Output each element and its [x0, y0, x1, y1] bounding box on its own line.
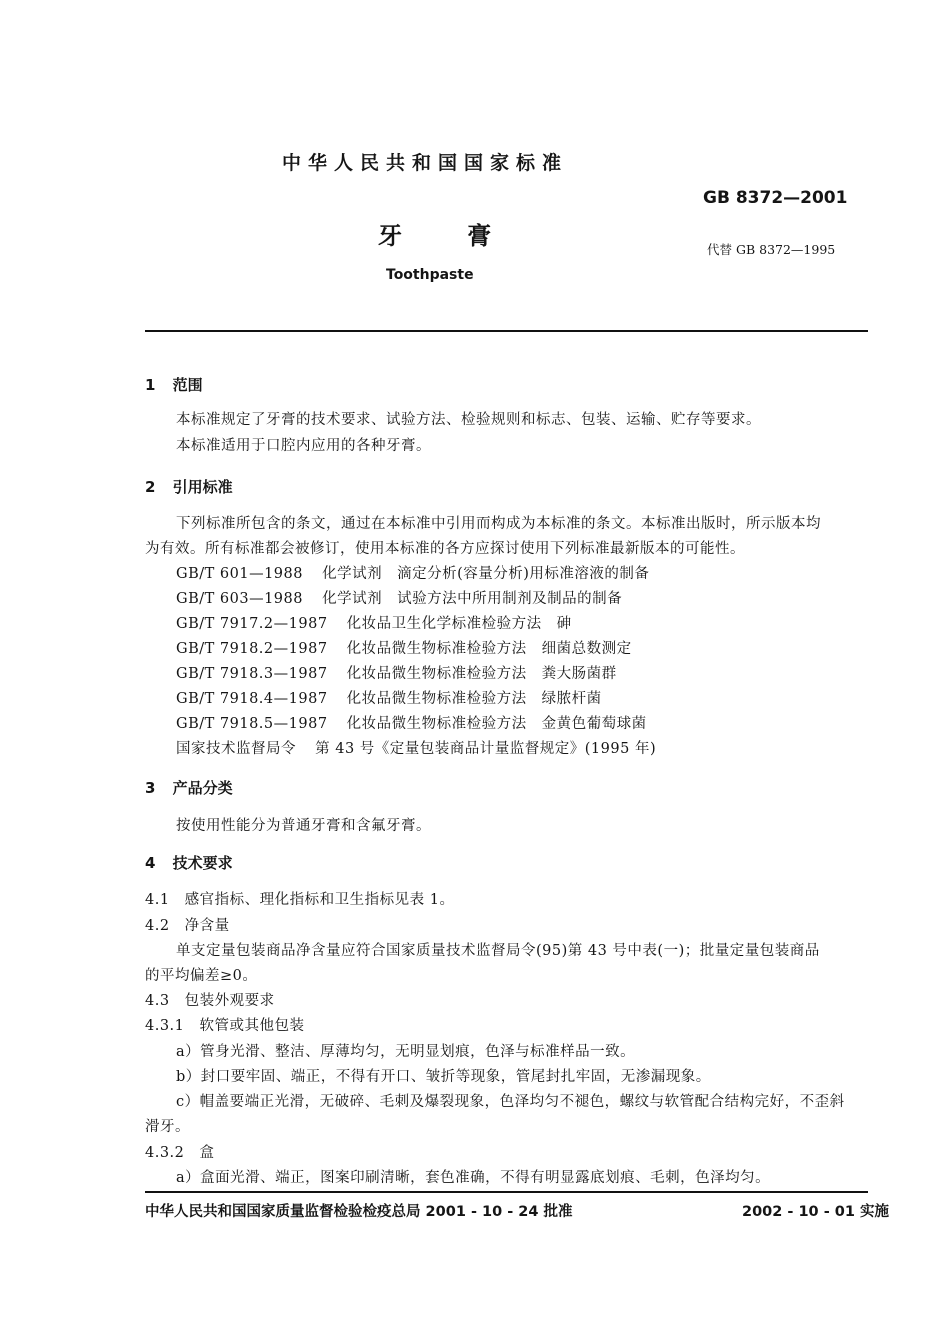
- reference-code: GB/T 7918.3—1987: [176, 666, 328, 682]
- footer-divider: [145, 1191, 868, 1193]
- reference-item: [176, 687, 602, 708]
- reference-item: [176, 637, 632, 658]
- reference-code: GB/T 7918.4—1987: [176, 691, 328, 707]
- section-number: 4: [145, 854, 156, 872]
- reference-item: [176, 662, 617, 683]
- reference-title: 化妆品微生物标准检验方法 细菌总数测定: [346, 641, 632, 657]
- list-item: a）盒面光滑、端正，图案印刷清晰，套色准确，不得有明显露底划痕、毛刺，色泽均匀。: [176, 1170, 771, 1186]
- clause-number: 4.3.1: [145, 1018, 185, 1034]
- clause-heading: 净含量: [184, 918, 230, 934]
- section-title: 产品分类: [172, 779, 233, 797]
- section-title: 引用标准: [172, 478, 233, 496]
- list-item: b）封口要牢固、端正，不得有开口、皱折等现象，管尾封扎牢固，无渗漏现象。: [176, 1069, 711, 1085]
- list-item: c）帽盖要端正光滑，无破碎、毛刺及爆裂现象，色泽均匀不褪色，螺纹与软管配合结构完好，不歪斜: [176, 1094, 845, 1110]
- section-number: 1: [145, 376, 156, 394]
- clause-4-2: [145, 914, 230, 935]
- clause-number: 4.1: [145, 892, 170, 908]
- clause-number: 4.3: [145, 993, 170, 1009]
- reference-title: 化妆品微生物标准检验方法 金黄色葡萄球菌: [346, 716, 647, 732]
- section-3-heading: [145, 777, 233, 798]
- section-number: 2: [145, 478, 156, 496]
- reference-title: 第 43 号《定量包装商品计量监督规定》(1995 年): [315, 741, 657, 757]
- clause-heading: 盒: [199, 1145, 215, 1161]
- reference-code: GB/T 7917.2—1987: [176, 616, 328, 632]
- replaces-standard: 代替 GB 8372—1995: [707, 242, 836, 257]
- header-divider: [145, 330, 868, 332]
- reference-code: GB/T 7918.2—1987: [176, 641, 328, 657]
- paragraph: 为有效。所有标准都会被修订，使用本标准的各方应探讨使用下列标准最新版本的可能性。: [145, 541, 745, 557]
- clause-number: 4.2: [145, 918, 170, 934]
- clause-4-1: [145, 888, 455, 909]
- clause-4-3: [145, 989, 275, 1010]
- clause-number: 4.3.2: [145, 1145, 185, 1161]
- document-title: 牙 膏: [378, 222, 502, 250]
- paragraph: 的平均偏差≥0。: [145, 968, 258, 984]
- reference-code: GB/T 7918.5—1987: [176, 716, 328, 732]
- reference-title: 化妆品微生物标准检验方法 绿脓杆菌: [346, 691, 602, 707]
- paragraph: 本标准规定了牙膏的技术要求、试验方法、检验规则和标志、包装、运输、贮存等要求。: [176, 412, 761, 428]
- reference-code: 国家技术监督局令: [176, 741, 296, 757]
- reference-code: GB/T 603—1988: [176, 591, 303, 607]
- section-number: 3: [145, 779, 156, 797]
- section-4-heading: [145, 852, 233, 873]
- paragraph: 下列标准所包含的条文，通过在本标准中引用而构成为本标准的条文。本标准出版时，所示版本均: [176, 516, 821, 532]
- document-title-english: Toothpaste: [386, 267, 474, 283]
- clause-heading: 包装外观要求: [184, 993, 275, 1009]
- section-2-heading: [145, 476, 233, 497]
- list-item: a）管身光滑、整洁、厚薄均匀，无明显划痕，色泽与标准样品一致。: [176, 1044, 636, 1060]
- section-1-heading: [145, 374, 203, 395]
- approval-statement: 中华人民共和国国家质量监督检验检疫总局 2001 - 10 - 24 批准: [145, 1204, 573, 1220]
- paragraph: 单支定量包装商品净含量应符合国家质量技术监督局令(95)第 43 号中表(一)；批量定量包装商品: [176, 943, 820, 959]
- reference-title: 化妆品微生物标准检验方法 粪大肠菌群: [346, 666, 617, 682]
- clause-text: 感官指标、理化指标和卫生指标见表 1。: [184, 892, 455, 908]
- reference-item: [176, 712, 647, 733]
- reference-item: [176, 612, 572, 633]
- reference-code: GB/T 601—1988: [176, 566, 303, 582]
- clause-heading: 软管或其他包装: [199, 1018, 305, 1034]
- list-item-continuation: 滑牙。: [145, 1119, 190, 1135]
- paragraph: 按使用性能分为普通牙膏和含氟牙膏。: [176, 818, 431, 834]
- national-standard-heading: 中华人民共和国国家标准: [282, 152, 569, 174]
- reference-title: 化学试剂 试验方法中所用制剂及制品的制备: [322, 591, 623, 607]
- reference-item: [176, 737, 656, 758]
- section-title: 技术要求: [172, 854, 233, 872]
- clause-4-3-2: [145, 1141, 215, 1162]
- section-title: 范围: [172, 376, 203, 394]
- reference-item: [176, 562, 649, 583]
- paragraph: 本标准适用于口腔内应用的各种牙膏。: [176, 438, 431, 454]
- reference-title: 化妆品卫生化学标准检验方法 砷: [346, 616, 572, 632]
- reference-item: [176, 587, 622, 608]
- standard-code: GB 8372—2001: [703, 188, 848, 208]
- clause-4-3-1: [145, 1014, 305, 1035]
- reference-title: 化学试剂 滴定分析(容量分析)用标准溶液的制备: [322, 566, 650, 582]
- effective-date: 2002 - 10 - 01 实施: [742, 1204, 889, 1220]
